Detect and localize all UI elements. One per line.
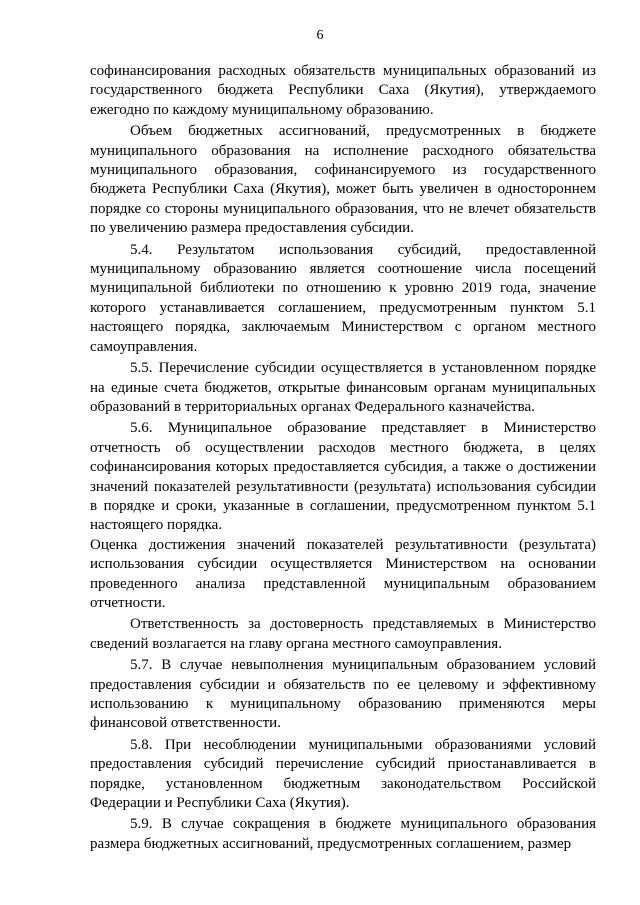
paragraph-5-6: 5.6. Муниципальное образование представляет в Министерство отчетность об осуществлении расходов местного бюджета, в целях софинансирования которых предоставляется субсидия, а также о достижении значений показателей результативности (результата) использования субсидии в порядке и сроки, указанные в соглашении, предусмотренном пунктом 5.1 настоящего порядка. <box>90 420 596 534</box>
paragraph-continuation: софинансирования расходных обязательств муниципальных образований из государственного бюджета Республики Саха (Якутия), утверждаемого ежегодно по каждому муниципальному образованию. <box>90 63 596 118</box>
paragraph-5-7: 5.7. В случае невыполнения муниципальным образованием условий предоставления субсидии и обязательств по ее целевому и эффективному использованию к муниципальному образованию применяются меры финансовой ответственности. <box>90 657 596 732</box>
paragraph-5-5: 5.5. Перечисление субсидии осуществляется в установленном порядке на единые счета бюджетов, открытые финансовым органам муниципальных образований в территориальных органах Федерального казначейства. <box>90 360 596 415</box>
paragraph-budget-allocations: Объем бюджетных ассигнований, предусмотренных в бюджете муниципального образования на исполнение расходного обязательства муниципального образования, софинансируемого из государственного бюджета Республики Саха (Якутия), может быть увеличен в одностороннем порядке со стороны муниципального образования, что не влечет обязательств по увеличению размера предоставления субсидии. <box>90 123 596 237</box>
paragraph-evaluation: Оценка достижения значений показателей результативности (результата) использования субсидии осуществляется Министерством на основании проведенного анализа представленной муниципальным образованием отчетности. <box>90 536 596 611</box>
paragraph-5-8: 5.8. При несоблюдении муниципальными образованиями условий предоставления субсидий перечисление субсидий приостанавливается в порядке, установленном бюджетным законодательством Российской Федерации и Республики Саха (Якутия). <box>90 736 596 812</box>
page-number: 6 <box>316 28 324 43</box>
paragraph-5-9: 5.9. В случае сокращения в бюджете муниципального образования размера бюджетных ассигнований, предусмотренных соглашением, размер <box>90 816 596 852</box>
paragraph-5-4: 5.4. Результатом использования субсидий, предоставленной муниципальному образованию является соотношение числа посещений муниципальной библиотеки по отношению к уровню 2019 года, значение которого устанавливается соглашением, предусмотренным пунктом 5.1 настоящего порядка, заключаемым Министерством с органом местного самоуправления. <box>90 241 596 355</box>
document-body <box>90 62 596 854</box>
paragraph-responsibility: Ответственность за достоверность представляемых в Министерство сведений возлагается на главу органа местного самоуправления. <box>90 616 596 652</box>
